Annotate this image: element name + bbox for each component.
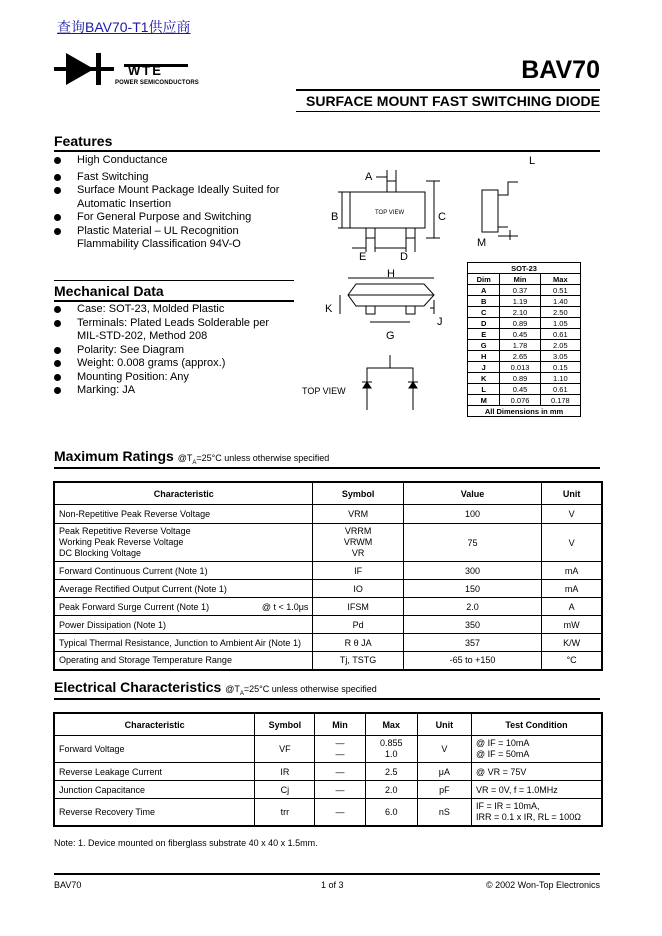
table-row	[54, 524, 602, 562]
cell-value: 357	[403, 634, 542, 652]
condition-prefix: @T	[177, 453, 193, 463]
table-header: Characteristic	[54, 482, 313, 505]
cell-value: 75	[403, 524, 542, 562]
elec-table	[53, 712, 603, 827]
footnote: Note: 1. Device mounted on fiberglass substrate 40 x 40 x 1.5mm.	[54, 838, 318, 848]
dim-cell: J	[468, 362, 500, 373]
dim-header: Min	[500, 274, 540, 285]
cell-unit: K/W	[542, 634, 602, 652]
cell-characteristic: Junction Capacitance	[54, 781, 255, 799]
supplier-link[interactable]: 查询BAV70-T1供应商	[57, 19, 191, 35]
cell-symbol: VRM	[313, 505, 403, 524]
label-h: H	[387, 268, 395, 280]
cell-value: 100	[403, 505, 542, 524]
list-item: Surface Mount Package Ideally Suited for Automatic Insertion	[53, 184, 292, 211]
cell-value: 350	[403, 616, 542, 634]
list-item: High Conductance	[53, 154, 313, 168]
label-d: D	[400, 251, 408, 263]
dim-cell: 0.45	[500, 384, 540, 395]
table-row	[54, 799, 602, 826]
table-header: Test Condition	[471, 713, 602, 736]
page-subtitle: SURFACE MOUNT FAST SWITCHING DIODE	[306, 93, 600, 109]
cell-symbol: IO	[313, 580, 403, 598]
dim-cell: K	[468, 373, 500, 384]
elec-rule	[54, 698, 600, 700]
cell-symbol: VRRM	[344, 526, 372, 536]
cell-max: 2.0	[365, 781, 417, 799]
dim-cell: 1.40	[540, 296, 580, 307]
cell-test-condition: IF = IR = 10mA,	[475, 800, 540, 811]
cell-value: 150	[403, 580, 542, 598]
cell-symbol: VRWM	[343, 537, 373, 547]
footer-rule	[54, 873, 600, 875]
cell-symbol: VR	[351, 548, 365, 558]
dim-cell: 0.61	[540, 329, 580, 340]
cell-symbol: VF	[255, 736, 315, 763]
cell-value: 2.0	[403, 598, 542, 616]
dim-cell: 2.65	[500, 351, 540, 362]
cell-characteristic: Peak Forward Surge Current (Note 1)	[59, 601, 210, 612]
mechanical-list	[53, 303, 293, 401]
cell-unit: V	[417, 736, 471, 763]
table-row	[54, 580, 602, 598]
dim-cell: B	[468, 296, 500, 307]
cell-test-condition: IRR = 0.1 x IR, RL = 100Ω	[475, 811, 581, 822]
cell-characteristic: DC Blocking Voltage	[59, 548, 142, 558]
dim-cell: 0.178	[540, 395, 580, 406]
dim-cell: 0.89	[500, 318, 540, 329]
logo-text: WTE	[128, 63, 163, 78]
cell-characteristic: Typical Thermal Resistance, Junction to Ambient Air (Note 1)	[54, 634, 313, 652]
list-item: Plastic Material – UL Recognition Flammability Classification 94V-O	[53, 225, 297, 252]
mechanical-heading: Mechanical Data	[54, 283, 164, 299]
cell-unit: pF	[417, 781, 471, 799]
table-row	[54, 616, 602, 634]
cell-max: 2.5	[365, 763, 417, 781]
subtitle-rule	[296, 111, 600, 112]
mechanical-rule	[54, 300, 294, 302]
max-ratings-rule	[54, 467, 600, 469]
cell-test-condition: @ VR = 75V	[471, 763, 602, 781]
features-list	[53, 154, 313, 255]
cell-max: 0.855	[379, 738, 403, 748]
label-g: G	[386, 330, 395, 342]
table-header: Characteristic	[54, 713, 255, 736]
cell-unit: V	[542, 505, 602, 524]
cell-characteristic: Forward Voltage	[54, 736, 255, 763]
top-view-small-label: TOP VIEW	[375, 210, 405, 216]
cell-symbol: IR	[255, 763, 315, 781]
cell-min: —	[315, 799, 365, 826]
list-item: For General Purpose and Switching	[53, 211, 313, 225]
table-header: Max	[365, 713, 417, 736]
dim-cell: 2.50	[540, 307, 580, 318]
table-row	[54, 634, 602, 652]
cell-max: 1.0	[384, 749, 398, 759]
dim-cell: D	[468, 318, 500, 329]
cell-note: @ t < 1.0μs	[261, 601, 309, 612]
table-header: Symbol	[313, 482, 403, 505]
features-heading: Features	[54, 133, 113, 149]
cell-characteristic: Peak Repetitive Reverse Voltage	[59, 526, 191, 536]
cell-value: 300	[403, 562, 542, 580]
dim-cell: 0.89	[500, 373, 540, 384]
cell-characteristic: Power Dissipation (Note 1)	[54, 616, 313, 634]
condition-text: =25°C unless otherwise specified	[196, 453, 330, 463]
cell-symbol: IFSM	[313, 598, 403, 616]
condition-sub: A	[239, 690, 244, 697]
cell-symbol: trr	[255, 799, 315, 826]
cell-characteristic: Non-Repetitive Peak Reverse Voltage	[54, 505, 313, 524]
dim-cell: M	[468, 395, 500, 406]
cell-unit: V	[542, 524, 602, 562]
part-number: BAV70	[521, 56, 600, 84]
table-row	[54, 652, 602, 670]
dim-cell: 0.51	[540, 285, 580, 296]
list-item: Marking: JA	[53, 384, 293, 398]
cell-symbol: IF	[313, 562, 403, 580]
dimension-table	[467, 262, 581, 417]
mechanical-top-rule	[54, 280, 294, 281]
label-c: C	[438, 211, 446, 223]
dim-header: Max	[540, 274, 580, 285]
dim-cell: 1.05	[540, 318, 580, 329]
cell-unit: A	[542, 598, 602, 616]
title-rule	[296, 89, 600, 91]
dim-cell: 0.61	[540, 384, 580, 395]
condition-prefix: @T	[225, 684, 240, 694]
dim-cell: 0.45	[500, 329, 540, 340]
cell-max: 6.0	[365, 799, 417, 826]
list-item: Case: SOT-23, Molded Plastic	[53, 303, 293, 317]
dim-cell: 2.10	[500, 307, 540, 318]
table-row	[54, 505, 602, 524]
table-header: Unit	[417, 713, 471, 736]
label-a: A	[365, 171, 373, 183]
cell-unit: mW	[542, 616, 602, 634]
cell-value: -65 to +150	[403, 652, 542, 670]
table-row	[54, 736, 602, 763]
dimension-table-wrap	[467, 262, 581, 417]
table-row	[54, 598, 602, 616]
cell-test-condition: @ IF = 50mA	[475, 749, 530, 759]
list-item: Weight: 0.008 grams (approx.)	[53, 357, 293, 371]
dim-cell: L	[468, 384, 500, 395]
dim-cell: 1.78	[500, 340, 540, 351]
label-m: M	[477, 237, 487, 249]
cell-characteristic: Working Peak Reverse Voltage	[59, 537, 184, 547]
list-item: Mounting Position: Any	[53, 371, 293, 385]
dim-cell: 0.15	[540, 362, 580, 373]
dim-cell: 2.05	[540, 340, 580, 351]
condition-sub: A	[192, 459, 197, 466]
dim-cell: E	[468, 329, 500, 340]
table-row	[54, 781, 602, 799]
footer-left: BAV70	[54, 880, 82, 890]
cell-symbol: Cj	[255, 781, 315, 799]
cell-min: —	[335, 738, 345, 748]
dim-cell: 1.10	[540, 373, 580, 384]
page-number: 1 of 3	[321, 880, 344, 890]
elec-heading	[54, 679, 377, 697]
label-b: B	[331, 211, 339, 223]
table-header: Unit	[542, 482, 602, 505]
logo-subtext: POWER SEMICONDUCTORS	[115, 80, 199, 86]
cell-characteristic: Operating and Storage Temperature Range	[54, 652, 313, 670]
dim-cell: A	[468, 285, 500, 296]
dim-cell: 1.19	[500, 296, 540, 307]
cell-symbol: Pd	[313, 616, 403, 634]
cell-test-condition: VR = 0V, f = 1.0MHz	[471, 781, 602, 799]
cell-unit: mA	[542, 562, 602, 580]
dim-table-footer: All Dimensions in mm	[468, 406, 581, 417]
dim-cell: G	[468, 340, 500, 351]
top-view-label: TOP VIEW	[302, 386, 346, 396]
table-row	[54, 763, 602, 781]
dim-cell: 0.013	[500, 362, 540, 373]
cell-test-condition: @ IF = 10mA	[475, 738, 530, 748]
max-ratings-title: Maximum Ratings	[54, 448, 174, 464]
cell-unit: °C	[542, 652, 602, 670]
list-item: Polarity: See Diagram	[53, 344, 293, 358]
cell-min: —	[315, 781, 365, 799]
dim-cell: 3.05	[540, 351, 580, 362]
footer-copyright: © 2002 Won-Top Electronics	[485, 880, 600, 890]
cell-min: —	[335, 749, 345, 759]
cell-characteristic: Reverse Leakage Current	[54, 763, 255, 781]
table-header: Value	[403, 482, 542, 505]
list-item: Fast Switching	[53, 171, 313, 185]
label-e: E	[359, 251, 367, 263]
dim-cell: 0.37	[500, 285, 540, 296]
dim-cell: H	[468, 351, 500, 362]
cell-characteristic: Reverse Recovery Time	[54, 799, 255, 826]
cell-unit: μA	[417, 763, 471, 781]
label-l: L	[529, 155, 536, 167]
cell-unit: mA	[542, 580, 602, 598]
label-j: J	[437, 316, 443, 328]
label-k: K	[325, 303, 333, 315]
dim-cell: C	[468, 307, 500, 318]
table-header: Min	[315, 713, 365, 736]
cell-characteristic: Average Rectified Output Current (Note 1)	[54, 580, 313, 598]
cell-symbol: Tj, TSTG	[313, 652, 403, 670]
cell-min: —	[315, 763, 365, 781]
table-row	[54, 562, 602, 580]
dim-table-title: SOT-23	[468, 263, 581, 274]
cell-characteristic: Forward Continuous Current (Note 1)	[54, 562, 313, 580]
dim-header: Dim	[468, 274, 500, 285]
list-item: Terminals: Plated Leads Solderable per MIL-STD-202, Method 208	[53, 317, 282, 344]
elec-title: Electrical Characteristics	[54, 679, 222, 695]
max-ratings-heading	[54, 448, 329, 466]
dim-cell: 0.076	[500, 395, 540, 406]
table-header: Symbol	[255, 713, 315, 736]
cell-unit: nS	[417, 799, 471, 826]
max-ratings-table	[53, 481, 603, 671]
condition-text: =25°C unless otherwise specified	[243, 684, 377, 694]
cell-symbol: R θ JA	[313, 634, 403, 652]
